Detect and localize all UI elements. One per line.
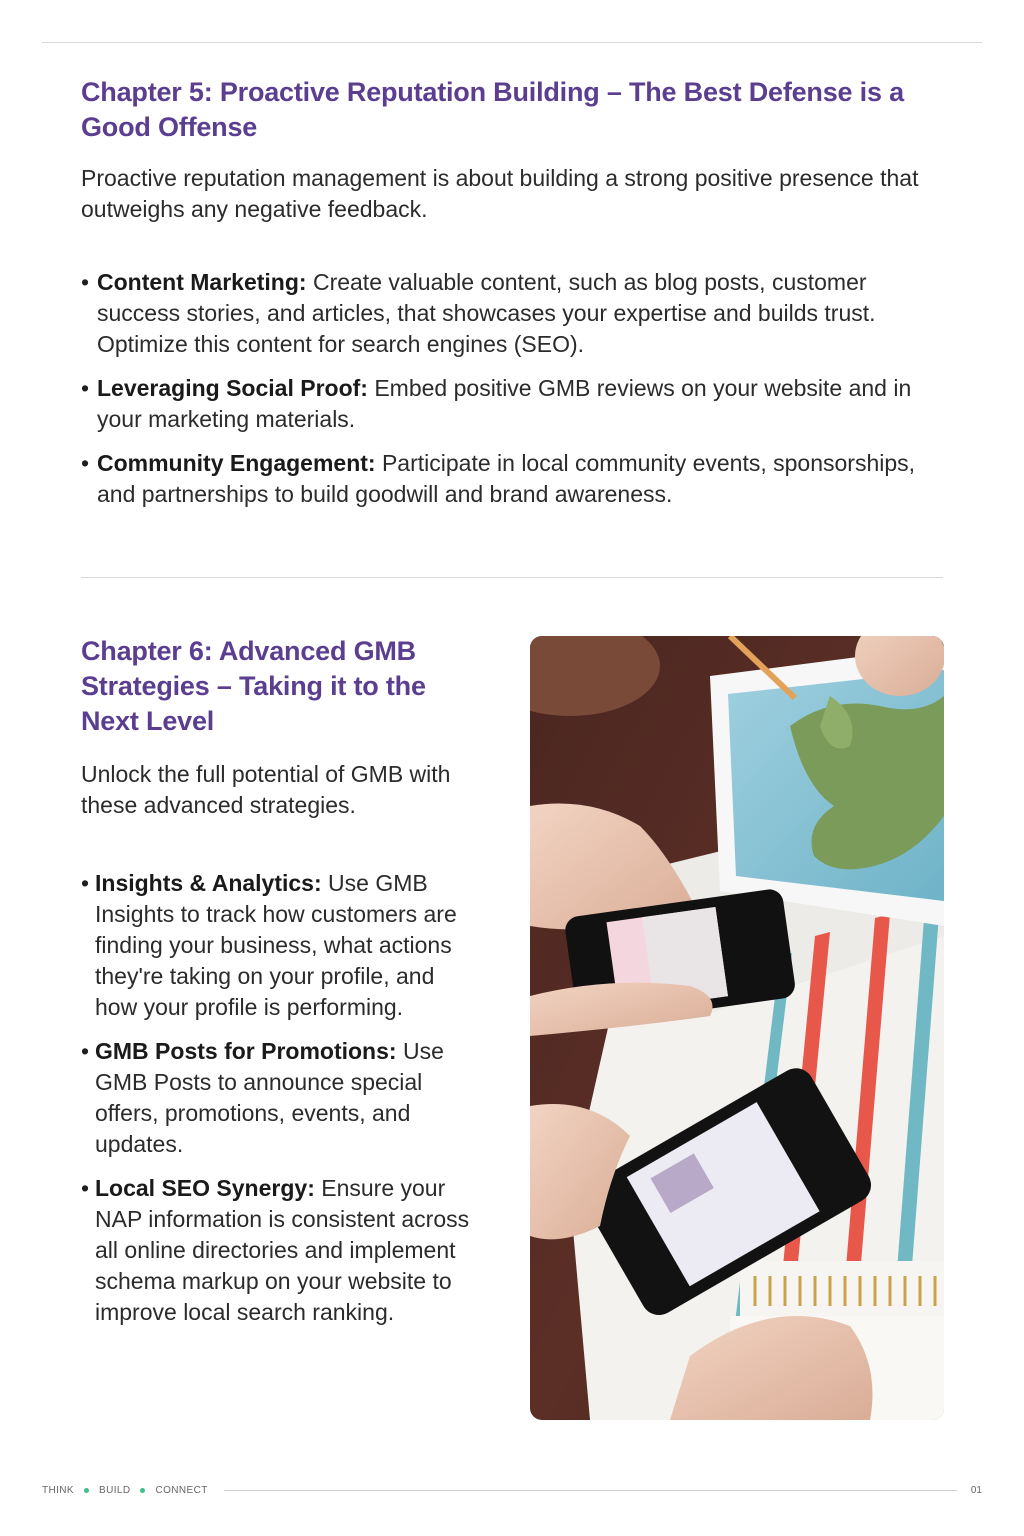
footer-tag-think: THINK	[42, 1484, 74, 1496]
item-label: Insights & Analytics:	[95, 870, 322, 896]
item-text: Participate in local community events, sponsorships, and partnerships to build goodwill and brand awareness.	[97, 450, 916, 507]
chapter-6-title: Chapter 6: Advanced GMB Strategies – Taking it to the Next Level	[81, 636, 426, 736]
item-text: Embed positive GMB reviews on your website and in your marketing materials.	[97, 375, 912, 432]
list-item	[81, 1173, 481, 1328]
chapter-6-section	[81, 634, 481, 1341]
item-text: Use GMB Posts to announce special offers, promotions, events, and updates.	[95, 1038, 444, 1157]
dot-icon	[140, 1488, 145, 1493]
top-divider	[42, 42, 982, 43]
item-text: Use GMB Insights to track how customers are finding your business, what actions they're taking on your profile, and how your profile is performing.	[95, 870, 457, 1020]
list-item	[81, 373, 931, 435]
item-label: Leveraging Social Proof:	[97, 375, 368, 401]
dot-icon	[84, 1488, 89, 1493]
footer-tag-connect: CONNECT	[155, 1484, 208, 1496]
list-item	[81, 1036, 481, 1160]
chapter-5-intro: Proactive reputation management is about building a strong positive presence that outweighs any negative feedback.	[81, 165, 919, 222]
page-number: 01	[970, 1484, 982, 1496]
chapter-5-list	[81, 267, 931, 510]
list-item	[81, 267, 931, 360]
footer-tag-build: BUILD	[99, 1484, 131, 1496]
item-label: Local SEO Synergy:	[95, 1175, 315, 1201]
team-with-tablet-and-phones-photo	[530, 636, 944, 1420]
page-footer	[42, 1482, 982, 1498]
item-text: Create valuable content, such as blog posts, customer success stories, and articles, that showcases your expertise and builds trust. Optimize this content for search engines (SEO).	[97, 269, 876, 357]
item-label: GMB Posts for Promotions:	[95, 1038, 397, 1064]
photo-illustration	[530, 636, 944, 1420]
chapter-6-list	[81, 868, 481, 1328]
list-item	[81, 448, 931, 510]
list-item	[81, 868, 481, 1023]
item-label: Content Marketing:	[97, 269, 307, 295]
chapter-6-intro: Unlock the full potential of GMB with these advanced strategies.	[81, 761, 451, 818]
item-text: Ensure your NAP information is consistent across all online directories and implement schema markup on your website to improve local search ranking.	[95, 1175, 470, 1325]
section-divider	[81, 577, 943, 578]
footer-divider	[224, 1490, 957, 1491]
chapter-5-title: Chapter 5: Proactive Reputation Building – The Best Defense is a Good Offense	[81, 77, 904, 142]
item-label: Community Engagement:	[97, 450, 376, 476]
chapter-5-section	[81, 75, 931, 523]
